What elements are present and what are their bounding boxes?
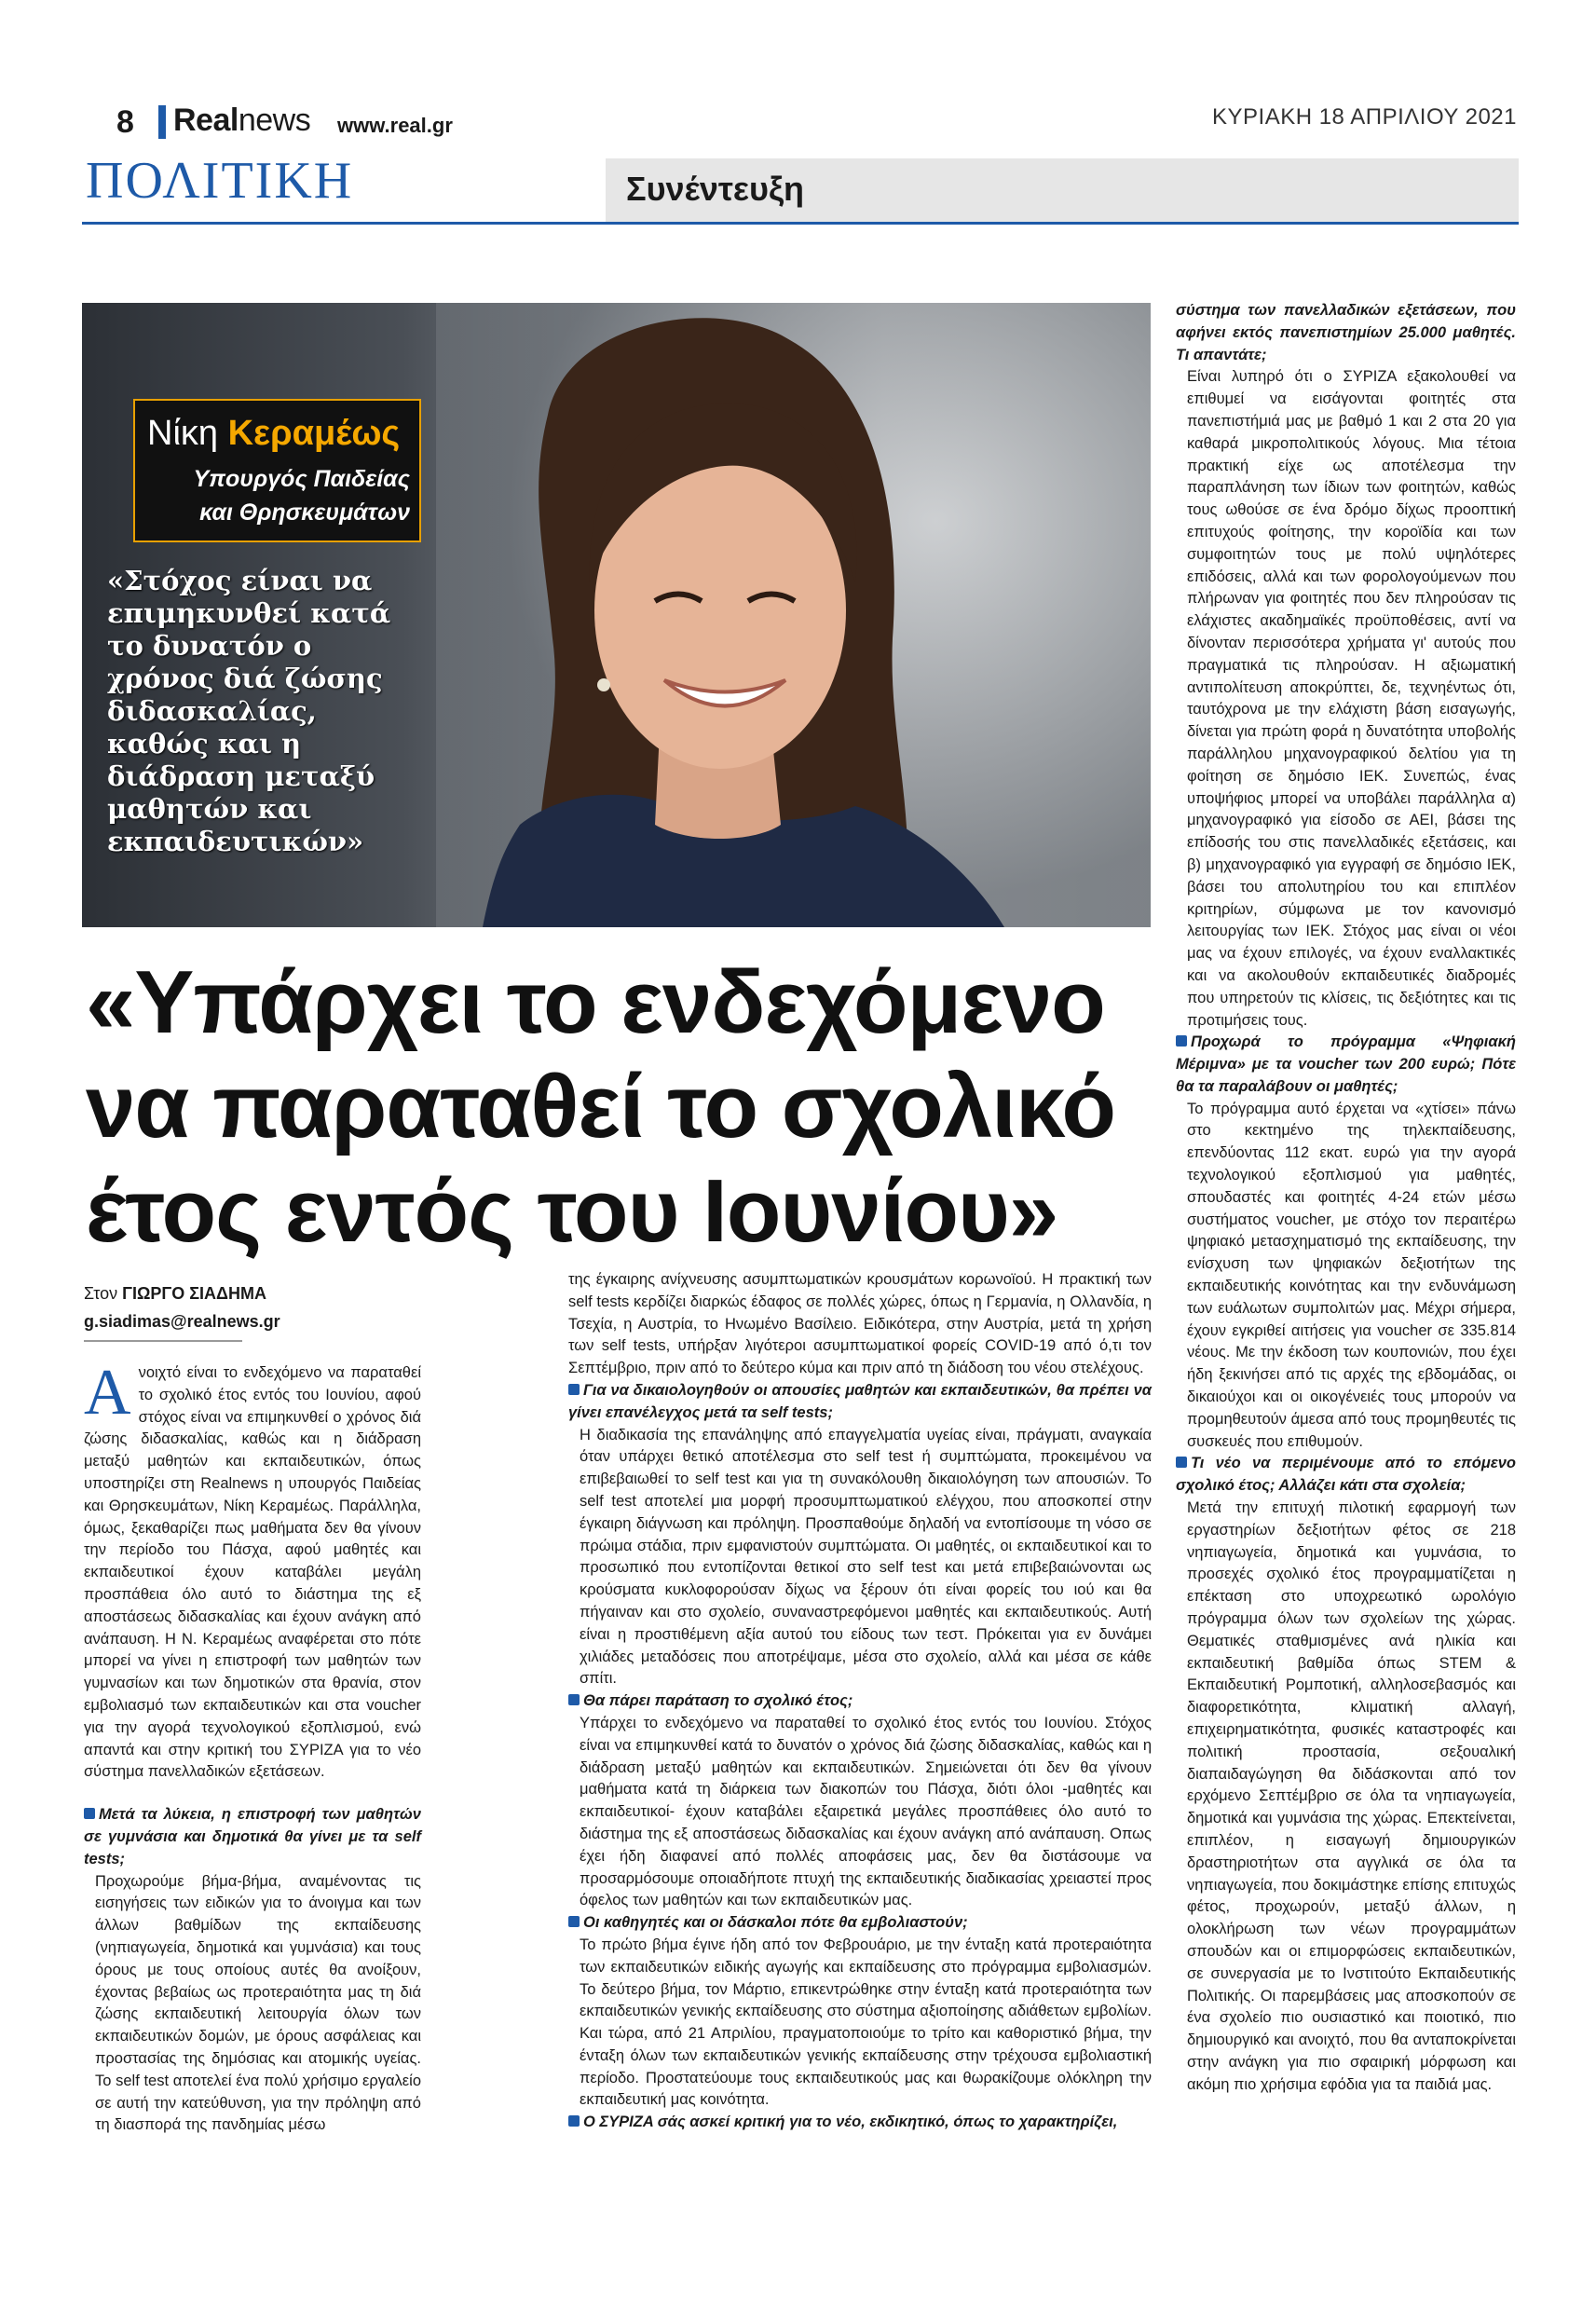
headline-line2: να παραταθεί το σχολικό: [86, 1057, 1115, 1156]
interviewee-first-name: Νίκη: [147, 414, 219, 453]
brand-bar: [158, 105, 166, 139]
answer-1: Προχωρούμε βήμα-βήμα, αναμένοντας τις εισηγήσεις των ειδικών για το άνοιγμα και των άλλων βαθμίδων της εκπαίδευσης (νηπιαγωγεία, δημοτικά και γυμνάσια) και τους όρους με τους οποίους αυτές θα ανοίξουν, έχοντας βεβαίως ως προτεραιότητα μας τη διά ζώσης εκπαιδευτική λειτουργία όλων των εκπαιδευτικών δομών, με όρους ασφάλειας και προστασίας της δημόσιας και ατομικής υγείας. Το self test αποτελεί ένα πολύ χρήσιμο εργαλείο σε αυτή την κατεύθυνση, για την πρόληψη από τη διασπορά της πανδημίας μέσω: [95, 1872, 421, 2134]
intro-text: νοιχτό είναι το ενδεχόμενο να παραταθεί το σχολικό έτος εντός του Ιουνίου, αφού στόχος είναι να επιμηκυνθεί ο χρόνος διά ζώσης διδασκαλίας, καθώς και η διάδραση μεταξύ μαθητών και εκπαιδευτικών, όπως υποστηρίζει στη Realnews η υπουργός Παιδείας και Θρησκευμάτων, Νίκη Κεραμέως. Παράλληλα, όμως, ξεκαθαρίζει πως μαθήματα δεν θα γίνουν την περίοδο του Πάσχα, αφού μαθητές και εκπαιδευτικοί έχουν καταβάλει μεγάλη προσπάθεια όλο αυτό το διάστημα της εξ αποστάσεως διδασκαλίας και έχουν ανάγκη από ανάπαυση. Η Ν. Κεραμέως αναφέρεται στο πότε μπορεί να γίνει η επιστροφή των μαθητών των γυμνασίων και των δημοτικών στα θρανία, στον εμβολιασμό των εκπαιδευτικών και στα voucher για την αγορά τεχνολογικού εξοπλισμού, ενώ απαντά και στην κριτική του ΣΥΡΙΖΑ για το νέο σύστημα πανελλαδικών εξετάσεων.: [84, 1364, 421, 1781]
answer-4: Το πρώτο βήμα έγινε ήδη από τον Φεβρουάριο, με την ένταξη κατά προτεραιότητα των εκπαιδευτικών ειδικής αγωγής και εκπαίδευσης στο πρόγραμμα εμβολιασμών. Το δεύτερο βήμα, τον Μάρτιο, επικεντρώθηκε στην ένταξη κατά προτεραιότητα των εκπαιδευτικών γενικής εκπαίδευσης στο σύστημα αξιοποίησης αδιάθετων εμβολίων. Και τώρα, από 21 Απριλίου, πραγματοποιούμε το τρίτο και καθοριστικό βήμα, την ένταξη όλων των εκπαιδευτικών γενικής εκπαίδευσης στην τρέχουσα εμβολιαστική περίοδο. Προστατεύουμε τους εκπαιδευτικούς μας και θωρακίζουμε ολόκληρη την εκπαιδευτική μας κοινότητα.: [580, 1936, 1152, 2109]
question-4-text: Οι καθηγητές και οι δάσκαλοι πότε θα εμβολιαστούν;: [583, 1914, 968, 1932]
headline-line1: «Υπάρχει το ενδεχόμενο: [86, 952, 1105, 1052]
answer-6: Το πρόγραμμα αυτό έρχεται να «χτίσει» πάνω στο κεκτημένο της τηλεκπαίδευσης, επενδύοντας 112 εκατ. ευρώ για την αγορά τεχνολογικού εξοπλισμού για μαθητές, σπουδαστές και φοιτητές 4-24 ετών μέσω συστήματος voucher, με στόχο τον περαιτέρω ψηφιακό μετασχηματισμό της εκπαίδευσης, την ενίσχυση των ψηφιακών δεξιοτήτων της εκπαιδευτικής κοινότητας και την ενδυνάμωση των ευάλωτων συμπολιτών μας. Μέχρι σήμερα, έχουν εγκριθεί αιτήσεις για voucher σε 335.814 νέους. Με την έκδοση των κουπονιών, που έχει ήδη ξεκινήσει από τις αρχές της εβδομάδας, οι δικαιούχοι και οι οικογένειές τους μπορούν να προμηθευτούν άμεσα από τους προμηθευτές τις συσκευές που επιθυμούν.: [1187, 1100, 1516, 1450]
question-2: [568, 1380, 1152, 1425]
headline: [86, 951, 1157, 1264]
intro-paragraph: [84, 1357, 421, 1784]
question-bullet-icon: [84, 1808, 95, 1819]
text-column-2: [568, 1269, 1152, 2134]
answer-1-continued: της έγκαιρης ανίχνευσης ασυμπτωματικών κρουσμάτων κορωνοϊού. Η πρακτική των self tests κερδίζει διαρκώς έδαφος σε πολλές χώρες, όπως η Γερμανία, η Ολλανδία, η Τσεχία, η Αυστρία, το Ηνωμένο Βασίλειο. Ειδικότερα, στην Αυστρία, μετά τη χρήση των self tests, υπήρξαν λιγότεροι ασυμπτωματικοί φορείς COVID-19 από ό,τι τον Σεπτέμβριο, πριν από το δεύτερο κύμα και πριν από τη διάδοση του νέου στελέχους.: [568, 1271, 1152, 1377]
interviewee-last-name: Κεραμέως: [227, 414, 401, 453]
issue-date: ΚΥΡΙΑΚΗ 18 ΑΠΡΙΛΙΟΥ 2021: [1212, 104, 1517, 130]
question-bullet-icon: [568, 1384, 580, 1395]
question-2-text: Για να δικαιολογηθούν οι απουσίες μαθητών και εκπαιδευτικών, θα πρέπει να γίνει επανέλεγχος μετά τα self tests;: [568, 1381, 1152, 1421]
question-6: [1176, 1032, 1516, 1098]
answer-2: Η διαδικασία της επανάληψης από επαγγελματία υγείας είναι, πράγματι, αναγκαία όταν υπάρχει θετικό αποτέλεσμα στο self test ή συμπτώματα, προκειμένου να επιβεβαιωθεί το self test και για τη συνακόλουθη δικαιολόγηση των απουσιών. Το self test αποτελεί μια μορφή προσυμπτωματικού ελέγχου, που αποσκοπεί στην έγκαιρη διάγνωση και πρόληψη. Προσπαθούμε δηλαδή να εντοπίσουμε τη νόσο σε πρώιμα στάδια, πριν εμφανιστούν συμπτώματα. Οι μαθητές, οι εκπαιδευτικοί και το προσωπικό που εντοπίζονται θετικοί στο self test και μετά επιβεβαιώνονται ως κρούσματα κυκλοφορούσαν δίχως να ξέρουν ότι είναι φορείς του ιού και θα πήγαιναν και στο σχολείο, συναναστρεφόμενοι μαθητές και εκπαιδευτικούς. Αυτή είναι η προστιθέμενη αξία αυτού του είδους των τεστ. Πρόκειται για εν δυνάμει χιλιάδες μεταδόσεις που αποτρέψαμε, μέσα στο σχολείο, αλλά και μέσα σε κάθε σπίτι.: [580, 1426, 1152, 1688]
byline-prefix: Στον: [84, 1284, 118, 1303]
drop-cap: Α: [84, 1357, 131, 1429]
question-7-text: Τι νέο να περιμένουμε από το επόμενο σχολικό έτος; Αλλάζει κάτι στα σχολεία;: [1176, 1455, 1516, 1495]
byline: [84, 1284, 266, 1304]
question-bullet-icon: [568, 1916, 580, 1927]
question-7: [1176, 1453, 1516, 1498]
question-6-text: Προχωρά το πρόγραμμα «Ψηφιακή Μέριμνα» με τα voucher των 200 ευρώ; Πότε θα τα παραλάβουν οι μαθητές;: [1176, 1033, 1516, 1095]
question-5-continued: σύστημα των πανελλαδικών εξετάσεων, που αφήνει εκτός πανεπιστημίων 25.000 μαθητές. Τι απαντάτε;: [1176, 302, 1516, 363]
header-rule: [82, 222, 1519, 225]
answer-5: Είναι λυπηρό ότι ο ΣΥΡΙΖΑ εξακολουθεί να επιθυμεί να εισάγονται φοιτητές στα πανεπιστήμιά μας με βαθμό 1 και 2 στα 20 για καθαρά μικροπολιτικούς λόγους. Μια τέτοια πρακτική είχε ως αποτέλεσμα την παραπλάνηση των ίδιων των φοιτητών, καθώς τους ωθούσε σε ένα δρόμο δίχως προοπτική επιτυχούς φοίτησης, την κοροϊδία και των συμφοιτητών τους με πολύ υψηλότερες επιδόσεις, αλλά και των φορολογούμενων που πλήρωναν για φοιτητές που δεν πληρούσαν τις ελάχιστες ακαδημαϊκές προϋποθέσεις, αντί να δίνονταν περισσότερα χρήματα γι' αυτούς που πραγματικά τις πληρούσαν. Η αξιωματική αντιπολίτευση αποκρύπτει, δε, τεχνηέντως ότι, ταυτόχρονα με την ελάχιστη βάση εισαγωγής, δίνεται για πρώτη φορά η δυνατότητα υποβολής παράλληλου μηχανογραφικού δελτίου για τη φοίτηση σε δημόσιο ΙΕΚ. Συνεπώς, ένας υποψήφιος μπορεί να υποβάλει παράλληλα α) μηχανογραφικό για είσοδο σε ΑΕΙ, βάσει της επίδοσής του στις πανελλαδικές εξετάσεις, και β) μηχανογραφικό για εγγραφή σε δημόσιο ΙΕΚ, βάσει του απολυτηρίου του και επιπλέον κριτηρίων, σύμφωνα με τον κανονισμό λειτουργίας των ΙΕΚ. Στόχος μας είναι οι νέοι μας να έχουν επιλογές, να έχουν εναλλακτικές και να ακολουθούν εκπαιδευτικές διαδρομές που υπηρετούν τις κλίσεις, τις δεξιότητες και τις προτιμήσεις τους.: [1187, 368, 1516, 1029]
byline-rule: [84, 1340, 242, 1342]
rubric-label: Συνέντευξη: [626, 170, 804, 208]
interviewee-name: [147, 414, 400, 454]
byline-author: ΓΙΩΡΓΟ ΣΙΑΔΗΜΑ: [122, 1284, 266, 1303]
text-column-1: [84, 1357, 421, 2137]
headline-line3: έτος εντός του Ιουνίου»: [86, 1161, 1058, 1261]
question-1: [84, 1804, 421, 1870]
brand-logo: [173, 103, 310, 139]
text-column-3: [1176, 300, 1516, 2097]
brand-url: www.real.gr: [337, 114, 453, 137]
question-bullet-icon: [1176, 1457, 1187, 1468]
question-4: [568, 1912, 1152, 1935]
page-number: 8: [116, 104, 134, 140]
question-bullet-icon: [568, 2115, 580, 2127]
question-3-text: Θα πάρει παράταση το σχολικό έτος;: [583, 1692, 853, 1710]
answer-3: Υπάρχει το ενδεχόμενο να παραταθεί το σχολικό έτος εντός του Ιουνίου. Στόχος είναι να επιμηκυνθεί κατά το δυνατόν ο χρόνος διά ζώσης διδασκαλίας, καθώς και η διάδραση μεταξύ μαθητών και εκπαιδευτικών. Σημειώνεται ότι δεν θα γίνουν μαθήματα κατά τη διάρκεια των διακοπών του Πάσχα, διότι όλοι -μαθητές και εκπαιδευτικοί- έχουν καταβάλει εξαιρετικά μεγάλες προσπάθειες όλο αυτό το διάστημα της εξ αποστάσεως διδασκαλίας και έχουν ανάγκη από ανάπαυση. Οπως έχει ήδη διαφανεί από πολλές αποφάσεις μας, δεν θα διστάσουμε να προσαρμόσουμε οποιαδήποτε πτυχή της εκπαιδευτικής διαδικασίας χρειαστεί προς όφελος των μαθητών και των εκπαιδευτικών μας.: [580, 1714, 1152, 1909]
question-bullet-icon: [1176, 1035, 1187, 1047]
question-1-text: Μετά τα λύκεια, η επιστροφή των μαθητών σε γυμνάσια και δημοτικά θα γίνει με τα self tests;: [84, 1806, 421, 1867]
author-email[interactable]: g.siadimas@realnews.gr: [84, 1312, 280, 1331]
brand-real: Real: [173, 103, 239, 138]
answer-7: Μετά την επιτυχή πιλοτική εφαρμογή των εργαστηρίων δεξιοτήτων φέτος σε 218 νηπιαγωγεία, δημοτικά και γυμνάσια, το προσεχές σχολικό έτος προγραμματίζεται η επέκταση στο υποχρεωτικό ωρολόγιο πρόγραμμα όλων των σχολείων της χώρας. Θεματικές σταθμισμένες ανά ηλικία και εκπαιδευτική βαθμίδα όπως STEM & Εκπαιδευτική Ρομποτική, αλληλοσεβασμός και διαφορετικότητα, κλιματική αλλαγή, επιχειρηματικότητα, φυσικές καταστροφές και πολιτική προστασία, σεξουαλική διαπαιδαγώγηση θα διδάσκονται από τον ερχόμενο Σεπτέμβριο σε όλα τα νηπιαγωγεία, δημοτικά και γυμνάσια της χώρας. Επεκτείνεται, επιπλέον, η εισαγωγή δημιουργικών δραστηριοτήτων στα αγγλικά σε όλα τα νηπιαγωγεία, που δοκιμάστηκε επίσης επιτυχώς φέτος, προχωρούν, μεταξύ άλλων, η ολοκλήρωση των νέων προγραμμάτων σπουδών και οι επιμορφώσεις εκπαιδευτικών, σε συνεργασία με το Ινστιτούτο Εκπαιδευτικής Πολιτικής. Οι παρεμβάσεις μας αποσκοπούν σε ένα σχολείο πιο ουσιαστικό και ποιοτικό, πιο δημιουργικό και ανοιχτό, που θα ανταποκρίνεται στην ανάγκη για πιο σφαιρική μόρφωση και ακόμη πιο χρήσιμα εφόδια για τα παιδιά μας.: [1187, 1499, 1516, 2093]
question-bullet-icon: [568, 1694, 580, 1705]
question-3: [568, 1690, 1152, 1713]
interviewee-role-line2: και Θρησκευμάτων: [199, 499, 410, 526]
brand-news: news: [238, 103, 311, 138]
interviewee-role-line1: Υπουργός Παιδείας: [193, 466, 410, 492]
question-5-text: Ο ΣΥΡΙΖΑ σάς ασκεί κριτική για το νέο, εκδικητικό, όπως το χαρακτηρίζει,: [583, 2114, 1118, 2131]
question-5: [568, 2112, 1152, 2134]
pull-quote: «Στόχος είναι να επιμηκυνθεί κατά το δυνατόν ο χρόνος διά ζώσης διδασκαλίας, καθώς και η διάδραση μεταξύ μαθητών και εκπαιδευτικών»: [107, 565, 391, 857]
section-title: ΠΟΛΙΤΙΚΗ: [86, 152, 354, 210]
